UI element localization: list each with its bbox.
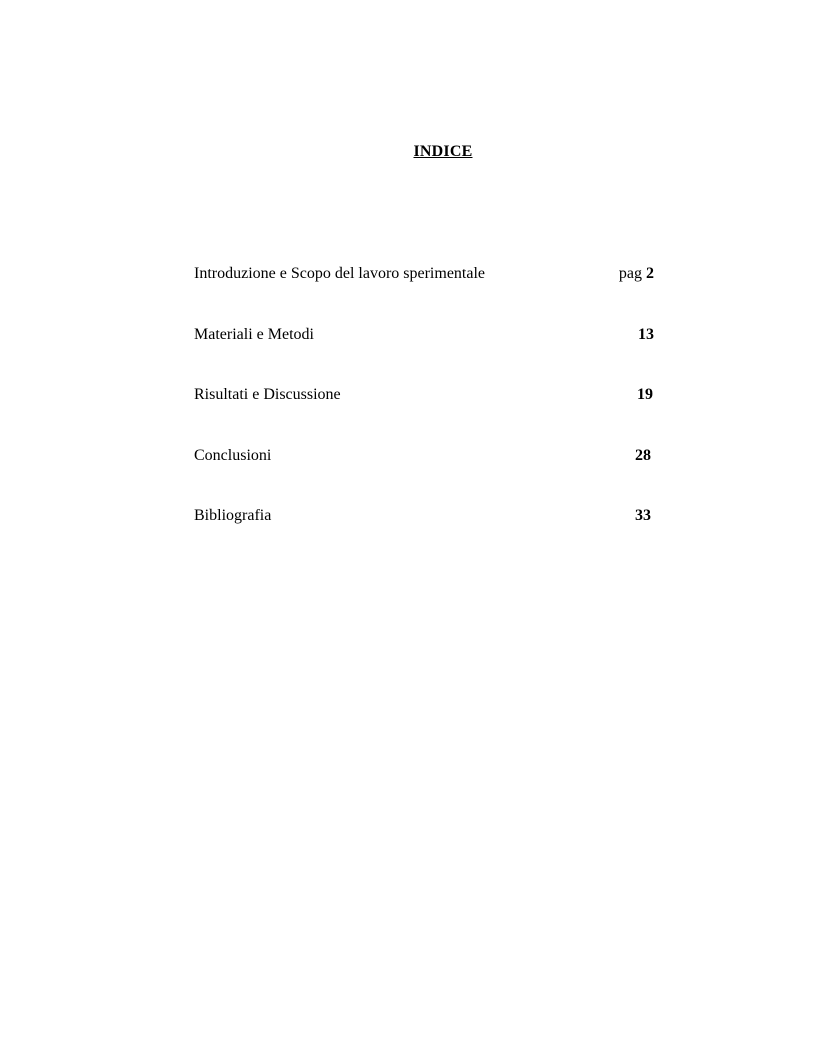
toc-entry: [194, 444, 656, 505]
toc-entry: [194, 383, 656, 444]
toc-entry: [194, 323, 656, 384]
toc-entry-page: [638, 323, 654, 347]
toc-entry-label: Conclusioni: [194, 446, 272, 464]
toc-entry-label: Bibliografia: [194, 507, 272, 524]
toc-entry-label: Materiali e Metodi: [194, 325, 314, 343]
toc-entry-label: Risultati e Discussione: [194, 386, 341, 403]
toc-page-prefix: pag: [618, 265, 646, 282]
toc-page-number: 19: [637, 386, 653, 403]
toc-page-number: 13: [638, 325, 654, 343]
table-of-contents: [194, 262, 656, 565]
toc-page-number: 2: [646, 265, 654, 282]
toc-entry-page: [619, 262, 654, 286]
toc-entry: [194, 262, 656, 323]
toc-page-number: 28: [635, 446, 651, 464]
toc-entry: [194, 504, 656, 565]
toc-entry-page: [635, 504, 651, 528]
toc-entry-page: [637, 383, 653, 407]
toc-entry-page: [635, 444, 651, 468]
toc-entry-label: Introduzione e Scopo del lavoro sperimentale: [194, 265, 486, 282]
page-title: INDICE: [413, 143, 473, 160]
toc-page-number: 33: [635, 507, 651, 524]
